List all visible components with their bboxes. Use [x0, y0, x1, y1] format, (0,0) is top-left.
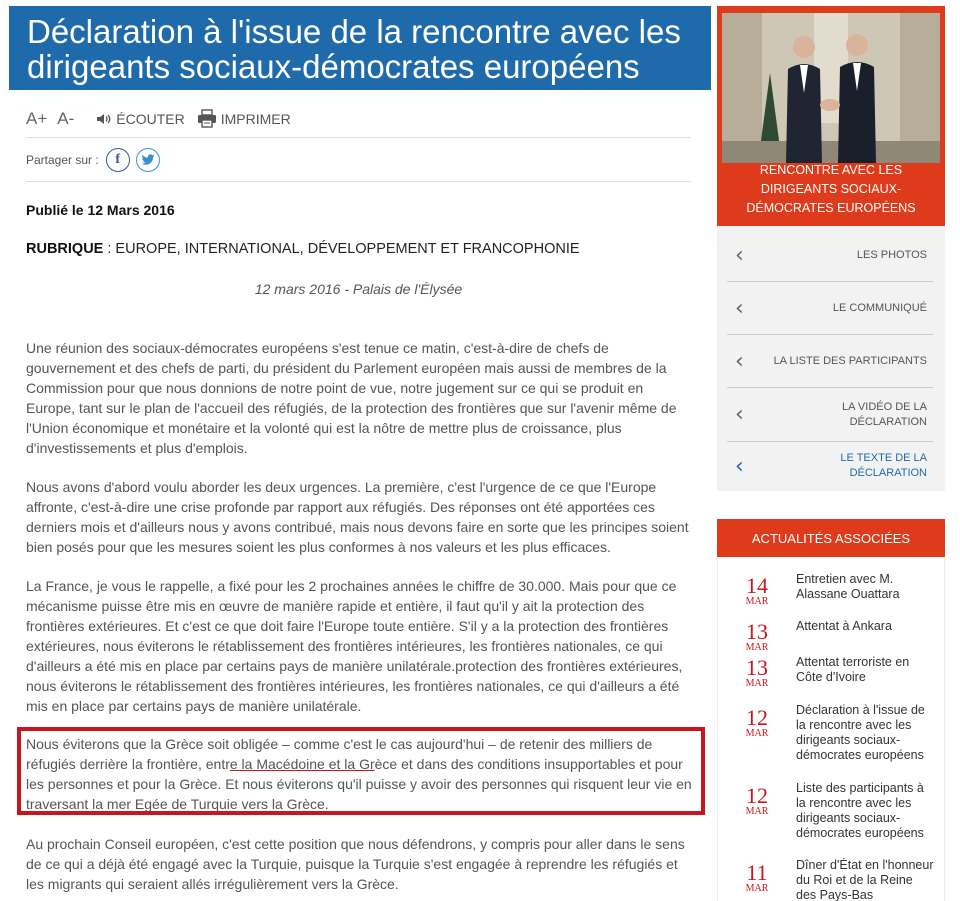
sidebar-link-communique[interactable]: [727, 282, 933, 335]
sidebar-link-label: LE TEXTE DE LA DÉCLARATION: [840, 452, 927, 479]
facebook-share-button[interactable]: [106, 148, 130, 172]
news-day: 12: [746, 783, 768, 808]
chevron-left-icon: ‹: [735, 243, 744, 268]
feature-card-caption: RENCONTRE AVEC LES DIRIGEANTS SOCIAUX-DÉMOCRATES EUROPÉENS: [746, 163, 916, 215]
sidebar-link-photos[interactable]: [727, 230, 933, 282]
published-date: Publié le 12 Mars 2016: [26, 202, 175, 218]
page-title: Déclaration à l'issue de la rencontre avec les dirigeants sociaux-démocrates européens: [27, 13, 681, 85]
news-item[interactable]: [718, 703, 946, 767]
news-item[interactable]: [718, 858, 946, 901]
related-news-header: ACTUALITÉS ASSOCIÉES: [717, 519, 945, 557]
print-button[interactable]: [197, 109, 291, 128]
news-month: MAR: [745, 728, 769, 739]
news-title: Attentat terroriste en Côte d'Ivoire: [796, 655, 910, 684]
article-paragraph: Une réunion des sociaux-démocrates européens s'est tenue ce matin, c'est-à-dire de chefs de gouvernement et des chefs de parti, du président du Parlement européen mais aussi de membres de la Commission pour que nous donnions de notre point de vue, notre jugement sur ce qui se produit en Europe, tant sur le plan de l'accueil des réfugiés, de la protection des frontières que sur l'avenir même de l'Union économique et monétaire et la volonté qui est la nôtre de mettre plus de croissance, plus d'investissements et plus d'emplois.: [26, 340, 677, 456]
sidebar-link-participants[interactable]: [727, 335, 933, 388]
highlight-text-before: Nous éviterons que la Grèce soit obligée – comme c'est le cas aujourd'hui – de retenir des milliers de réfugiés derrière la frontière, entr: [26, 736, 653, 772]
news-item[interactable]: [718, 781, 946, 845]
article-paragraph: La France, je vous le rappelle, a fixé pour les 2 prochaines années le chiffre de 30.000. Mais pour que ce mécanisme puisse être mis en œuvre de manière rapide et entière, il faut qu'il y ait la protection des frontières extérieures. Et c'est ce que doit faire l'Europe toute entière. S'il y a la protection des frontières extérieures, nous éviterons le rétablissement des frontières intérieures, les frontières nationales, ce qui d'ailleurs a été mis en place par certains pays de manière unilatérale.protection des frontières extérieures, nous éviterons le rétablissement des frontières intérieures, les frontières nationales, ce qui d'ailleurs a été mis en place par certains pays de manière unilatérale.: [26, 578, 683, 714]
twitter-icon: [141, 154, 155, 166]
sidebar-link-video[interactable]: [727, 388, 933, 442]
share-bar: [26, 139, 691, 182]
facebook-icon: f: [115, 152, 121, 167]
news-title: Dîner d'État en l'honneur du Roi et de la Reine des Pays-Bas: [796, 858, 934, 901]
sidebar-link-label: LA VIDÉO DE LA DÉCLARATION: [842, 400, 927, 428]
news-title: Liste des participants à la rencontre avec les dirigeants sociaux-démocrates européens: [796, 781, 924, 840]
chevron-left-icon: ‹: [735, 295, 744, 321]
related-news-list: [717, 557, 945, 901]
rubrique-label: RUBRIQUE: [26, 241, 104, 257]
news-title: Déclaration à l'issue de la rencontre avec les dirigeants sociaux-démocrates européens: [796, 703, 925, 762]
chevron-left-icon: ‹: [735, 402, 744, 427]
listen-label: ÉCOUTER: [116, 110, 185, 127]
sidebar-feature-card[interactable]: [717, 6, 945, 226]
chevron-left-icon: ‹: [735, 348, 744, 374]
feature-photo: [722, 13, 940, 163]
highlight-text-after: èce et dans des conditions insupportables et pour les personnes et pour la Grèce. Et nous éviterons qu'il puisse y avoir des personnes qui risquent leur vie en traversant la mer Egée de Turquie vers la Grèce.: [26, 756, 692, 812]
news-item[interactable]: [718, 619, 946, 651]
dateline: 12 mars 2016 - Palais de l'Élysée: [254, 281, 463, 297]
title-banner: [9, 6, 711, 90]
news-month: MAR: [745, 596, 769, 607]
listen-button[interactable]: [96, 111, 184, 127]
rubrique-value: : EUROPE, INTERNATIONAL, DÉVELOPPEMENT ET FRANCOPHONIE: [103, 241, 580, 257]
news-title: Attentat à Ankara: [796, 619, 892, 633]
chevron-left-icon: ‹: [735, 453, 744, 479]
news-month: MAR: [745, 678, 769, 689]
printer-icon: [197, 109, 217, 128]
sidebar-link-label: LES PHOTOS: [856, 249, 927, 261]
sidebar-link-label: LA LISTE DES PARTICIPANTS: [773, 354, 927, 367]
toolbar: [26, 100, 691, 138]
news-month: MAR: [745, 806, 769, 817]
news-item[interactable]: [718, 655, 946, 691]
share-label: Partager sur :: [26, 153, 99, 167]
news-month: MAR: [745, 883, 769, 894]
speaker-icon: [96, 112, 112, 126]
font-increase-button[interactable]: A+: [26, 108, 48, 128]
sidebar-links: [717, 226, 945, 491]
news-item[interactable]: [718, 571, 946, 611]
news-day: 13: [746, 655, 768, 680]
news-day: 11: [746, 860, 768, 885]
news-day: 13: [746, 619, 768, 644]
article-paragraph: Nous avons d'abord voulu aborder les deux urgences. La première, c'est l'urgence de ce que l'Europe affronte, c'est-à-dire une crise profonde par rapport aux réfugiés. Des réponses ont été apportées ces derniers mois et d'ailleurs nous y avons contribué, mais nous devons faire en sorte que les principes soient bien posés pour que les mesures soient les plus conformes à nos valeurs et les plus efficaces.: [26, 479, 689, 555]
sidebar-link-text[interactable]: [727, 442, 933, 490]
sidebar-link-label: LE COMMUNIQUÉ: [832, 301, 927, 314]
article-paragraph: Au prochain Conseil européen, c'est cette position que nous défendrons, y compris pour aller dans le sens de ce qui a déjà été engagé avec la Turquie, puisque la Turquie s'est engagée à reprendre les réfugiés et les migrants qui seraient allés irrégulièrement vers la Grèce.: [26, 836, 685, 892]
news-title: Entretien avec M. Alassane Ouattara: [796, 572, 900, 601]
highlight-box: [17, 727, 705, 815]
twitter-share-button[interactable]: [136, 148, 160, 172]
news-day: 12: [746, 705, 768, 730]
news-day: 14: [746, 573, 768, 598]
news-month: MAR: [745, 642, 769, 653]
print-label: IMPRIMER: [220, 110, 291, 127]
highlight-underlined-text: e la Macédoine et la Gr: [229, 756, 375, 772]
font-decrease-button[interactable]: A-: [57, 108, 75, 128]
rubrique: [26, 241, 580, 257]
